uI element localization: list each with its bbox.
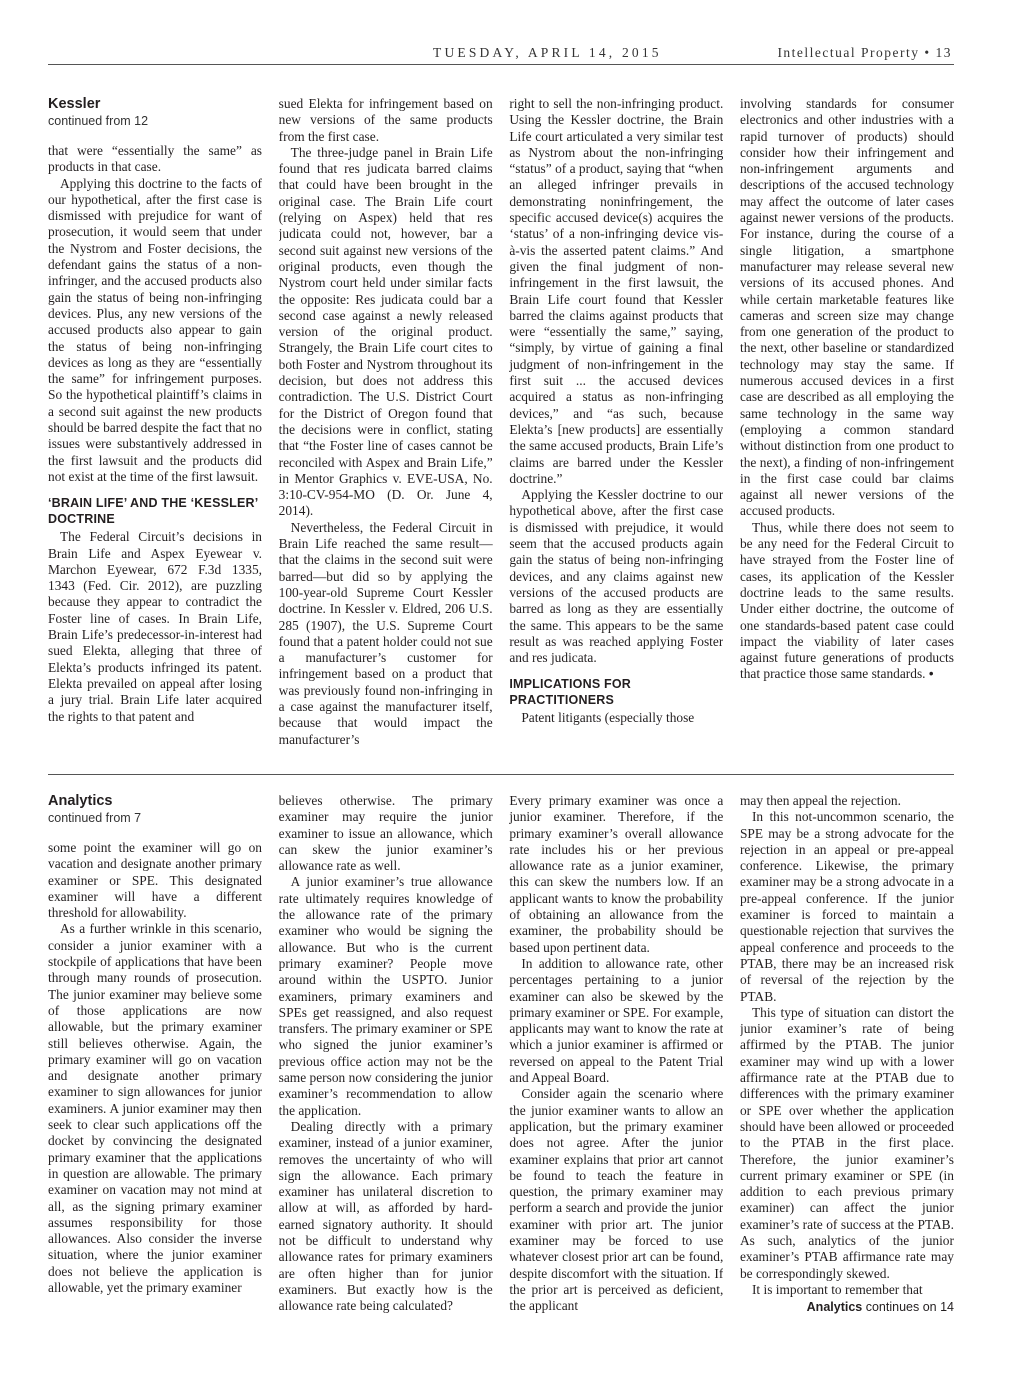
paragraph: The three-judge panel in Brain Life found that res judicata barred claims that could have been brought in the original case. The Brain Life court (relying on Aspex) held that res judicata could not, however, bar a second suit against new versions of the original products, even though the Nystrom court held under similar facts the opposite: Res judicata could bar a second case against a newly released version of the original product. Strangely, the Brain Life court cites to both Foster and Nystrom throughout its decision, but does not address this contradiction. The U.S. District Court for the District of Oregon found that the decisions were in conflict, stating that “the Foster line of cases cannot be reconciled with Aspex and Brain Life,” in Mentor Graphics v. EVE-USA, No. 3:10-CV-954-MO (D. Or. June 4, 2014).	[278, 144, 493, 519]
kessler-article	[48, 96, 954, 761]
section-subhead: IMPLICATIONS FOR PRACTITIONERS	[509, 677, 632, 708]
paragraph: In this not-uncommon scenario, the SPE may be a strong advocate for the rejection in an appeal or pre-appeal conference. Likewise, the primary examiner may be a strong advocate in a pre-appeal conference. If the junior examiner is forced to maintain a questionable rejection that survives the appeal conference and proceeds to the PTAB, there may be an increased risk of reversal of the rejection by the PTAB.	[739, 809, 954, 1004]
kessler-column-4	[740, 96, 954, 761]
paragraph: The Federal Circuit’s decisions in Brain Life and Aspex Eyewear v. Marchon Eyewear, 672 F.3d 1335, 1343 (Fed. Cir. 2012), are puzzling because they appear to contradict the Foster line of cases. In Brain Life, Brain Life’s predecessor-in-interest had sued Elekta, alleging that three of Elekta’s products infringed its patent. Elekta prevailed on appeal after losing a jury trial. Brain Life later acquired the rights to that patent and	[48, 529, 262, 724]
continued-from: continued from 12	[48, 114, 149, 128]
paragraph: that were “essentially the same” as products in that case.	[48, 143, 262, 175]
paragraph: Applying the Kessler doctrine to our hypothetical above, after the first case is dismissed with prejudice, it would seem that the accused products again gain the status of being non-infringing devices, and any claims against new versions of the accused products are barred as long as they are essentially the same. This appears to be the same result as was reached applying Foster and res judicata.	[509, 487, 724, 666]
paragraph: Applying this doctrine to the facts of our hypothetical, after the first case is dismissed with prejudice for want of prosecution, it would seem that under the Nystrom and Foster decisions, the defendant gains the status of a non-infringer, and the accused products also gain the status of being non-infringing devices. Plus, any new versions of the accused products also appear to gain the status of being non-infringing devices as long as they are “essentially the same” for infringement purposes. So the hypothetical plaintiff’s claims in a second suit against the new products should be barred despite the fact that no issues were substantively addressed in the first lawsuit and the products did not exist at the time of the first lawsuit.	[48, 175, 262, 484]
issue-date: TUESDAY, APRIL 14, 2015	[433, 45, 662, 60]
paragraph: believes otherwise. The primary examiner may require the junior examiner to issue an allowance, which can skew the junior examiner’s allowance rate as well.	[278, 793, 493, 874]
paragraph: It is important to remember that	[751, 1281, 923, 1297]
paragraph: This type of situation can distort the junior examiner’s rate of being affirmed by the PTAB. The junior examiner may wind up with a lower affirmance rate at the PTAB due to differences with the primary examiner or SPE over whether the application should have been allowed or proceeded to the PTAB in the first place. Therefore, the junior examiner’s current primary examiner or SPE (in addition to each previous primary examiner) can affect the junior examiner’s rate of success at the PTAB. As such, analytics of the junior examiner’s PTAB affirmance rate may be correspondingly skewed.	[739, 1004, 954, 1281]
continues-on-jump-line	[807, 1300, 954, 1314]
article-divider	[48, 774, 954, 775]
section-subhead: ‘BRAIN LIFE’ AND THE ‘KESSLER’ DOCTRINE	[48, 496, 258, 527]
jump-article-name: Analytics	[806, 1300, 863, 1314]
paragraph: Nevertheless, the Federal Circuit in Brain Life reached the same result—that the claims in the second suit were barred—but did so by applying the 100-year-old Supreme Court Kessler doctrine. In Kessler v. Eldred, 206 U.S. 285 (1907), the U.S. Supreme Court found that a patent holder could not sue a manufacturer’s customer for infringement based on a product that was previously found non-infringing in a case against the manufacturer itself, because that would impact the manufacturer’s	[278, 519, 493, 747]
jump-page-text: continues on 14	[862, 1300, 954, 1314]
paragraph: involving standards for consumer electronics and other industries with a rapid turnover of products) should consider how their infringement and non-infringement arguments and descriptions of the accused technology may affect the outcome of later cases against newer versions of the products. For instance, during the course of a single litigation, a smartphone manufacturer may release several new versions of its accused phones. And while certain marketable features like cameras and screen size may change from one generation of the product to the next, other baseline or standardized technology may stay the same. If numerous accused devices in a first case are described as all employing the same technology in the same way (employing a common standard without distinction from one product to the next), a finding of non-infringement in the first case could bar claims against all newer versions of the accused products.	[739, 96, 954, 519]
section-page-number: Intellectual Property • 13	[777, 45, 952, 60]
kessler-column-1	[48, 96, 262, 761]
paragraph: Consider again the scenario where the junior examiner wants to allow an application, but the primary examiner does not agree. After the junior examiner explains that prior art cannot be found to teach the feature in question, the primary examiner may perform a search and provide the junior examiner with prior art. The junior examiner may be forced to use whatever closest prior art can be found, despite discomfort with the situation. If the prior art is perceived as deficient, the applicant	[509, 1086, 724, 1314]
analytics-article	[48, 793, 954, 1323]
article-title: Kessler	[48, 96, 101, 112]
paragraph: sued Elekta for infringement based on new versions of the same products from the first case.	[278, 96, 493, 144]
continued-from: continued from 7	[48, 811, 142, 825]
paragraph: A junior examiner’s true allowance rate ultimately requires knowledge of the allowance rate of the primary examiner who would be signing the allowance. But who is the current primary examiner? People move around within the USPTO. Junior examiners, primary examiners and SPEs get reassigned, and also request transfers. The primary examiner or SPE who signed the junior examiner’s previous office action may not be the same person now considering the junior examiner’s recommendation to allow the application.	[278, 874, 493, 1118]
article-title: Analytics	[48, 793, 113, 809]
paragraph: right to sell the non-infringing product. Using the Kessler doctrine, the Brain Life court articulated a very similar test as Nystrom about the non-infringing “status” of a product, saying that “when an alleged infringer prevails in demonstrating noninfringement, the specific accused device(s) acquires the ‘status’ of a non-infringing device vis-à-vis the asserted patent claims.” And given the final judgment of non-infringement in the first lawsuit, the Brain Life court found that Kessler barred the claims against products that were “essentially the same,” saying, “simply, by virtue of gaining a final judgment of non-infringement in the first suit ... the accused devices acquired a status as non-infringing devices,” and “as such, because Elekta’s [new products] are essentially the same accused products, Brain Life’s claims are barred under the Kessler doctrine.”	[509, 96, 724, 486]
paragraph: Every primary examiner was once a junior examiner. Therefore, if the primary examiner’s overall allowance rate includes his or her previous allowance rate as a junior examiner, this can skew the numbers low. If an applicant wants to know the probability of obtaining an allowance from the examiner, the probability should be based upon pertinent data.	[509, 793, 724, 955]
analytics-column-3	[509, 793, 723, 1323]
running-header	[48, 42, 954, 65]
paragraph: Dealing directly with a primary examiner, instead of a junior examiner, removes the uncertainty of who will sign the allowance. Each primary examiner has unilateral discretion to allow at will, as afforded by hard-earned signatory authority. It should not be difficult to understand why allowance rates for primary examiners are often higher than for junior examiners. But exactly how is the allowance rate being calculated?	[278, 1118, 493, 1314]
paragraph	[740, 520, 954, 683]
analytics-column-1	[48, 793, 262, 1323]
paragraph: Patent litigants (especially those	[521, 710, 695, 726]
end-of-article-mark: •	[928, 666, 934, 682]
paragraph: As a further wrinkle in this scenario, consider a junior examiner with a stockpile of applications that have been through many rounds of prosecution. The junior examiner may believe some of those applications are now allowable, but the primary examiner still believes otherwise. Again, the primary examiner will go on vacation and designate another primary examiner to sign allowances for junior examiners. A junior examiner may then seek to clear such applications off the docket by convincing the designated primary examiner that the applications in question are allowable. The primary examiner on vacation may not mind at all, as the signing primary examiner assumes responsibility for those allowances. Also consider the inverse situation, where the junior examiner does not believe the application is allowable, yet the primary examiner	[48, 921, 262, 1296]
paragraph-text: Thus, while there does not seem to be any need for the Federal Circuit to have strayed from the Foster line of cases, its application of the Kessler doctrine leads to the same results. Under either doctrine, the outcome of one standards-based patent case could impact the viability of later cases against future generations of products that practice those same standards.	[739, 519, 954, 682]
paragraph: some point the examiner will go on vacation and designate another primary examiner or SPE. This designated examiner will have a different threshold for allowability.	[48, 840, 262, 921]
paragraph: may then appeal the rejection.	[739, 793, 901, 808]
analytics-column-2	[279, 793, 493, 1323]
kessler-column-3	[509, 96, 723, 761]
paragraph: In addition to allowance rate, other percentages pertaining to a junior examiner can also be skewed by the primary examiner or SPE. For example, applicants may want to know the rate at which a junior examiner is affirmed or reversed on appeal to the Patent Trial and Appeal Board.	[509, 955, 724, 1086]
analytics-column-4	[740, 793, 954, 1323]
kessler-column-2	[279, 96, 493, 761]
